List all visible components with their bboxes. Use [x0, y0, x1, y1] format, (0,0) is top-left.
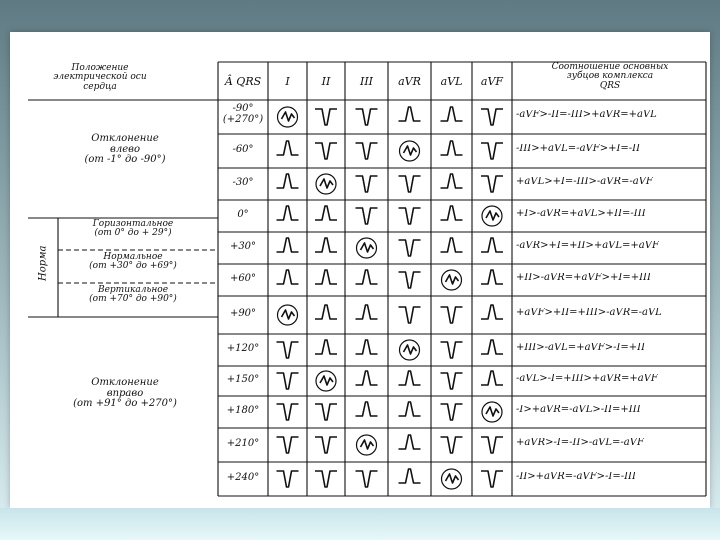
wave-up-icon	[481, 270, 503, 284]
wave-up-icon	[481, 371, 503, 385]
wave-down-icon	[277, 373, 299, 389]
wave-iso-icon	[357, 238, 377, 258]
header-lead-ii: II	[321, 75, 331, 88]
wave-down-icon	[356, 471, 378, 487]
group-left-deviation: Отклонение влево (от -1° до -90°)	[84, 133, 166, 165]
wave-down-icon	[277, 471, 299, 487]
wave-iso-icon	[442, 270, 462, 290]
wave-up-icon	[356, 270, 378, 284]
wave-iso-icon	[316, 371, 336, 391]
wave-up-icon	[441, 238, 463, 252]
wave-up-icon	[441, 107, 463, 121]
wave-up-icon	[277, 270, 299, 284]
wave-up-icon	[277, 141, 299, 155]
row-angle: +150°	[226, 374, 260, 385]
row-ratio: +aVF>+II=+III>-aVR=-aVL	[516, 308, 662, 318]
wave-up-icon	[356, 305, 378, 319]
wave-iso-icon	[357, 435, 377, 455]
wave-up-icon	[399, 371, 421, 385]
wave-up-icon	[315, 340, 337, 354]
wave-down-icon	[481, 176, 503, 192]
wave-up-icon	[441, 174, 463, 188]
header-lead-iii: III	[359, 75, 374, 88]
wave-up-icon	[441, 206, 463, 220]
wave-iso-icon	[442, 469, 462, 489]
wave-down-icon	[481, 143, 503, 159]
row-ratio: -III>+aVL=-aVF>+I=-II	[516, 144, 641, 154]
wave-up-icon	[399, 469, 421, 483]
wave-down-icon	[399, 240, 421, 256]
row-angle: +60°	[229, 273, 257, 284]
wave-down-icon	[399, 307, 421, 323]
wave-down-icon	[315, 471, 337, 487]
wave-down-icon	[315, 109, 337, 125]
wave-down-icon	[441, 342, 463, 358]
header-lead-avl: aVL	[440, 75, 463, 88]
wave-down-icon	[356, 109, 378, 125]
row-angle: +180°	[226, 405, 260, 416]
group-horizontal: Горизонтальное (от 0° до + 29°)	[92, 219, 174, 239]
wave-up-icon	[277, 174, 299, 188]
wave-down-icon	[277, 404, 299, 420]
row-ratio: -II>+aVR=-aVF>-I=-III	[516, 472, 636, 482]
header-lead-avf: aVF	[480, 75, 504, 88]
group-vertical: Вертикальное (от +70° до +90°)	[89, 285, 177, 305]
wave-down-icon	[441, 373, 463, 389]
header-lead-avr: aVR	[398, 75, 421, 88]
wave-down-icon	[315, 437, 337, 453]
wave-down-icon	[481, 471, 503, 487]
wave-up-icon	[356, 371, 378, 385]
wave-iso-icon	[278, 107, 298, 127]
row-angle: +240°	[226, 472, 260, 483]
wave-down-icon	[481, 109, 503, 125]
wave-down-icon	[399, 272, 421, 288]
wave-down-icon	[356, 208, 378, 224]
wave-down-icon	[481, 437, 503, 453]
wave-up-icon	[356, 402, 378, 416]
row-angle: +120°	[226, 343, 260, 354]
wave-up-icon	[481, 238, 503, 252]
wave-down-icon	[441, 404, 463, 420]
wave-iso-icon	[482, 402, 502, 422]
wave-iso-icon	[316, 174, 336, 194]
row-angle: +210°	[226, 438, 260, 449]
wave-up-icon	[315, 206, 337, 220]
wave-down-icon	[315, 404, 337, 420]
row-angle: +90°	[229, 308, 257, 319]
wave-up-icon	[315, 270, 337, 284]
header-lead-i: I	[285, 75, 290, 88]
row-ratio: +III>-aVL=+aVF>-I=+II	[516, 343, 646, 353]
row-ratio: +II>-aVR=+aVF>+I=+III	[516, 273, 651, 283]
wave-down-icon	[277, 437, 299, 453]
wave-up-icon	[399, 402, 421, 416]
wave-down-icon	[399, 176, 421, 192]
row-ratio: +aVL>+I=-III>-aVR=-aVF	[516, 177, 653, 187]
wave-down-icon	[441, 307, 463, 323]
wave-iso-icon	[482, 206, 502, 226]
wave-up-icon	[356, 340, 378, 354]
wave-iso-icon	[278, 305, 298, 325]
group-right-deviation: Отклонение вправо (от +91° до +270°)	[73, 377, 177, 409]
wave-down-icon	[356, 143, 378, 159]
wave-down-icon	[399, 208, 421, 224]
wave-up-icon	[399, 107, 421, 121]
row-ratio: -aVL>-I=+III>+aVR=+aVF	[516, 374, 658, 384]
group-normal: Нормальное (от +30° до +69°)	[89, 252, 177, 272]
wave-down-icon	[277, 342, 299, 358]
group-norm-label: Норма	[37, 245, 49, 281]
row-angle: -30°	[232, 177, 254, 188]
wave-up-icon	[315, 238, 337, 252]
row-angle: -90° (+270°)	[222, 103, 264, 125]
row-angle: 0°	[237, 209, 249, 220]
wave-iso-icon	[400, 340, 420, 360]
header-angle-label: Â QRS	[224, 75, 262, 88]
wave-down-icon	[441, 437, 463, 453]
wave-up-icon	[441, 141, 463, 155]
wave-down-icon	[356, 176, 378, 192]
wave-up-icon	[315, 305, 337, 319]
wave-up-icon	[481, 305, 503, 319]
wave-down-icon	[315, 143, 337, 159]
header-position-label: Положение электрической оси сердца	[53, 63, 147, 92]
row-ratio: -aVR>+I=+II>+aVL=+aVF	[516, 241, 659, 251]
row-angle: +30°	[229, 241, 257, 252]
wave-iso-icon	[400, 141, 420, 161]
wave-up-icon	[277, 206, 299, 220]
wave-up-icon	[277, 238, 299, 252]
row-ratio: -I>+aVR=-aVL>-II=+III	[516, 405, 641, 415]
row-angle: -60°	[232, 144, 254, 155]
header-ratio-label: Соотношение основных зубцов комплекса QRS	[551, 62, 669, 91]
row-ratio: -aVF>-II=-III>+aVR=+aVL	[516, 110, 657, 120]
wave-up-icon	[399, 435, 421, 449]
row-ratio: +I>-aVR=+aVL>+II=-III	[516, 209, 646, 219]
row-ratio: +aVR>-I=-II>-aVL=-aVF	[516, 438, 644, 448]
wave-up-icon	[481, 340, 503, 354]
